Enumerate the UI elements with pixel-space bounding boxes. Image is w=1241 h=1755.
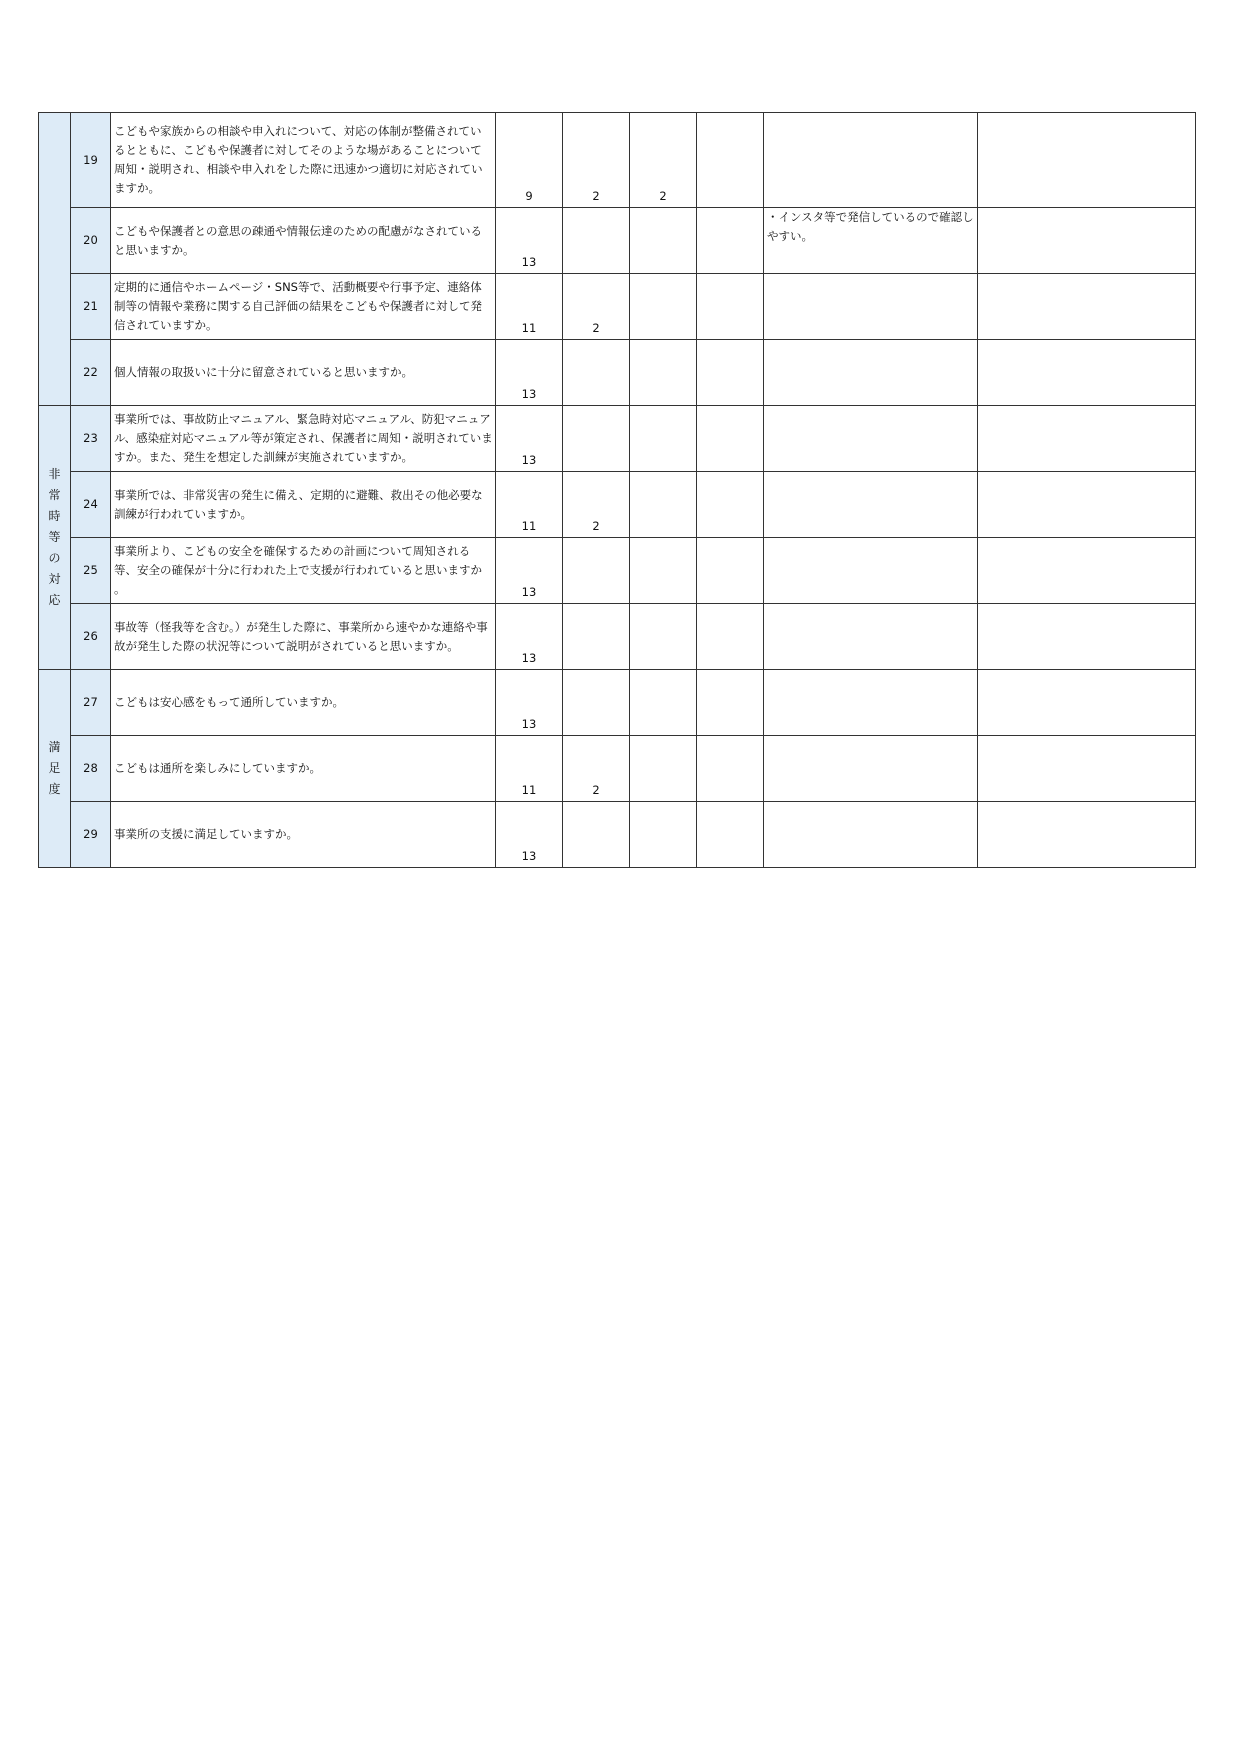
count-cell-2 (563, 340, 630, 406)
count-cell-1: 13 (496, 538, 563, 604)
item-number: 21 (71, 274, 111, 340)
note-cell (978, 406, 1196, 472)
note-cell (978, 472, 1196, 538)
remark-cell (764, 472, 978, 538)
item-number: 22 (71, 340, 111, 406)
question-text: こどもは通所を楽しみにしていますか。 (111, 736, 496, 802)
count-cell-1: 11 (496, 472, 563, 538)
count-cell-1: 11 (496, 274, 563, 340)
item-number: 26 (71, 604, 111, 670)
table-row (39, 802, 1196, 868)
item-number: 23 (71, 406, 111, 472)
count-cell-3 (630, 802, 697, 868)
item-number: 29 (71, 802, 111, 868)
count-cell-3 (630, 736, 697, 802)
count-cell-2 (563, 604, 630, 670)
remark-cell (764, 340, 978, 406)
category-cell (39, 670, 71, 868)
count-cell-2 (563, 208, 630, 274)
note-cell (978, 802, 1196, 868)
remark-cell (764, 538, 978, 604)
count-cell-4 (697, 113, 764, 208)
count-cell-4 (697, 340, 764, 406)
table-row (39, 340, 1196, 406)
question-text: こどもや保護者との意思の疎通や情報伝達のための配慮がなされていると思いますか。 (111, 208, 496, 274)
question-text: 事故等（怪我等を含む。）が発生した際に、事業所から速やかな連絡や事故が発生した際の状況等について説明がされていると思いますか。 (111, 604, 496, 670)
count-cell-2: 2 (563, 736, 630, 802)
count-cell-2 (563, 538, 630, 604)
count-cell-4 (697, 802, 764, 868)
item-number: 19 (71, 113, 111, 208)
remark-cell: ・インスタ等で発信しているので確認しやすい。 (764, 208, 978, 274)
count-cell-2 (563, 670, 630, 736)
item-number: 27 (71, 670, 111, 736)
count-cell-1: 13 (496, 208, 563, 274)
count-cell-4 (697, 406, 764, 472)
table-row (39, 736, 1196, 802)
count-cell-3 (630, 208, 697, 274)
category-cell (39, 113, 71, 406)
question-text: 事業所の支援に満足していますか。 (111, 802, 496, 868)
count-cell-2 (563, 406, 630, 472)
remark-cell (764, 736, 978, 802)
count-cell-2 (563, 802, 630, 868)
table-row (39, 406, 1196, 472)
count-cell-2: 2 (563, 113, 630, 208)
remark-cell (764, 406, 978, 472)
item-number: 20 (71, 208, 111, 274)
question-text: こどもは安心感をもって通所していますか。 (111, 670, 496, 736)
count-cell-3 (630, 538, 697, 604)
remark-cell (764, 274, 978, 340)
question-text: 事業所より、こどもの安全を確保するための計画について周知される等、安全の確保が十分に行われた上で支援が行われていると思いますか 。 (111, 538, 496, 604)
count-cell-1: 11 (496, 736, 563, 802)
count-cell-3 (630, 274, 697, 340)
count-cell-3 (630, 670, 697, 736)
count-cell-3: 2 (630, 113, 697, 208)
count-cell-1: 13 (496, 670, 563, 736)
count-cell-4 (697, 604, 764, 670)
remark-cell (764, 604, 978, 670)
table-row (39, 604, 1196, 670)
count-cell-1: 13 (496, 340, 563, 406)
count-cell-1: 9 (496, 113, 563, 208)
table-row (39, 538, 1196, 604)
evaluation-table (38, 112, 1196, 868)
item-number: 24 (71, 472, 111, 538)
count-cell-2: 2 (563, 274, 630, 340)
note-cell (978, 208, 1196, 274)
note-cell (978, 670, 1196, 736)
count-cell-3 (630, 406, 697, 472)
count-cell-4 (697, 538, 764, 604)
item-number: 28 (71, 736, 111, 802)
table-row (39, 670, 1196, 736)
count-cell-2: 2 (563, 472, 630, 538)
count-cell-1: 13 (496, 406, 563, 472)
remark-cell (764, 802, 978, 868)
table-row (39, 472, 1196, 538)
note-cell (978, 538, 1196, 604)
question-text: 事業所では、非常災害の発生に備え、定期的に避難、救出その他必要な訓練が行われていますか。 (111, 472, 496, 538)
category-cell (39, 406, 71, 670)
count-cell-3 (630, 604, 697, 670)
table-row (39, 274, 1196, 340)
count-cell-4 (697, 472, 764, 538)
note-cell (978, 604, 1196, 670)
question-text: こどもや家族からの相談や申入れについて、対応の体制が整備されているとともに、こどもや保護者に対してそのような場があることについて周知・説明され、相談や申入れをした際に迅速かつ適切に対応されていますか。 (111, 113, 496, 208)
question-text: 定期的に通信やホームページ・SNS等で、活動概要や行事予定、連絡体制等の情報や業務に関する自己評価の結果をこどもや保護者に対して発信されていますか。 (111, 274, 496, 340)
remark-cell (764, 670, 978, 736)
note-cell (978, 274, 1196, 340)
note-cell (978, 736, 1196, 802)
category-label: 満足度 (48, 740, 61, 796)
table-row (39, 208, 1196, 274)
item-number: 25 (71, 538, 111, 604)
count-cell-3 (630, 340, 697, 406)
note-cell (978, 340, 1196, 406)
note-cell (978, 113, 1196, 208)
category-label: 非常時等の対応 (48, 467, 61, 607)
count-cell-1: 13 (496, 604, 563, 670)
count-cell-4 (697, 670, 764, 736)
count-cell-4 (697, 274, 764, 340)
count-cell-3 (630, 472, 697, 538)
remark-cell (764, 113, 978, 208)
count-cell-4 (697, 208, 764, 274)
question-text: 事業所では、事故防止マニュアル、緊急時対応マニュアル、防犯マニュアル、感染症対応マニュアル等が策定され、保護者に周知・説明されていますか。また、発生を想定した訓練が実施されていますか。 (111, 406, 496, 472)
table-row (39, 113, 1196, 208)
count-cell-4 (697, 736, 764, 802)
count-cell-1: 13 (496, 802, 563, 868)
question-text: 個人情報の取扱いに十分に留意されていると思いますか。 (111, 340, 496, 406)
